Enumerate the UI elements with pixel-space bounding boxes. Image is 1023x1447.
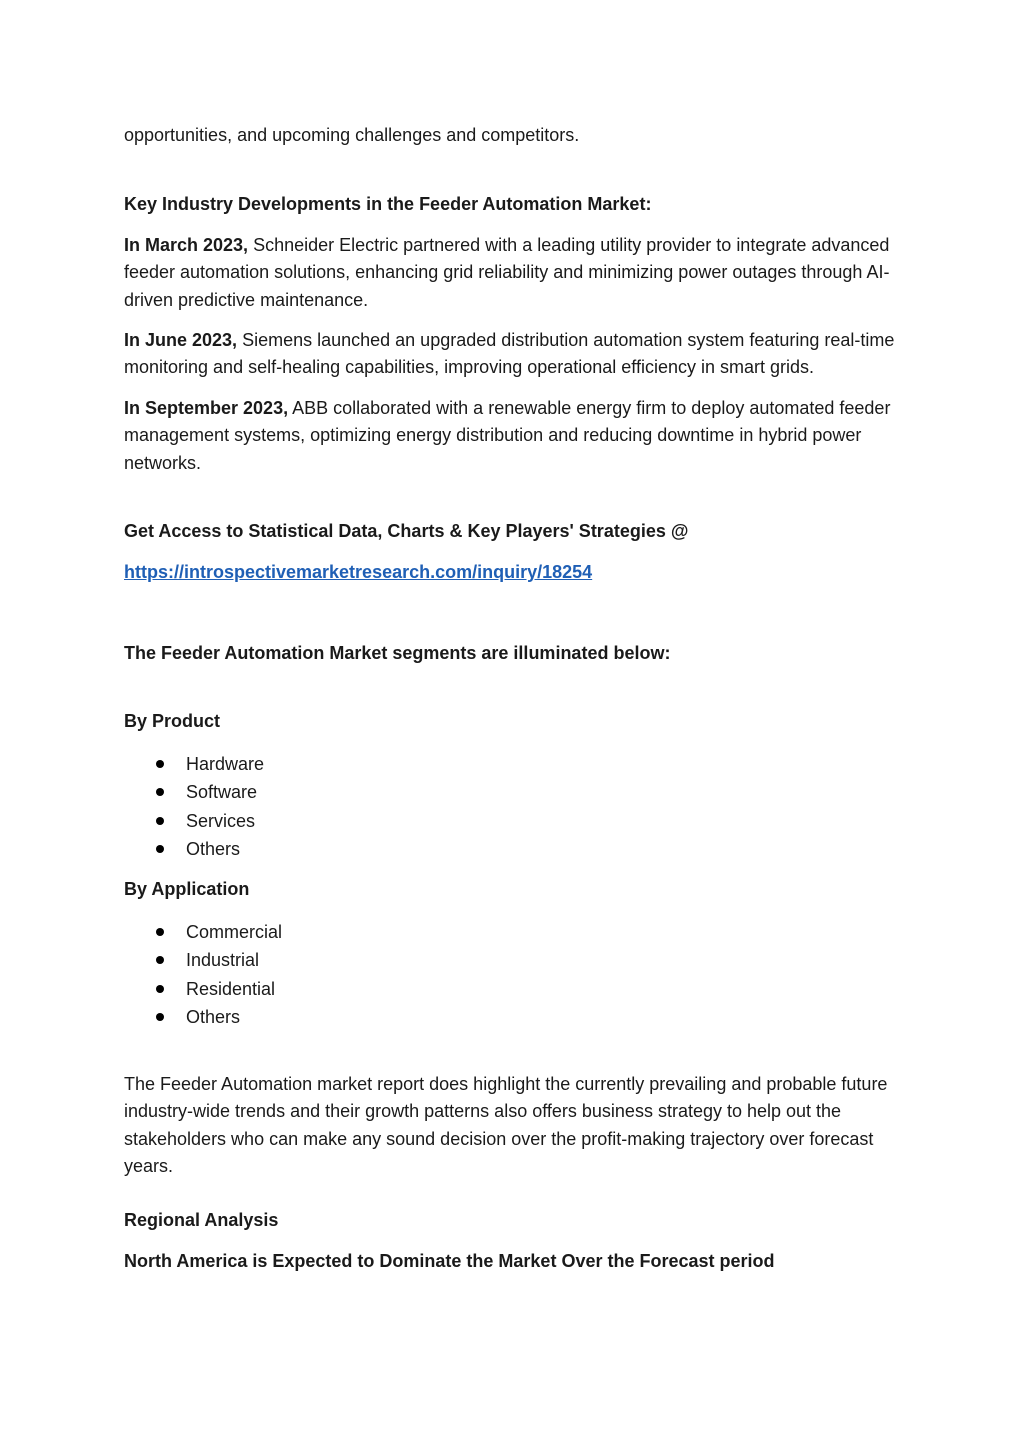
- list-item: [124, 778, 264, 806]
- list-item-label: Industrial: [186, 950, 260, 971]
- list-item: [124, 835, 264, 863]
- bullet-icon: [156, 985, 164, 993]
- intro-tail-text: opportunities, and upcoming challenges and competitors.: [124, 125, 580, 145]
- list-item-label: Hardware: [186, 754, 265, 774]
- by-application-heading: By Application: [124, 879, 250, 899]
- bullet-icon: [156, 956, 164, 964]
- list-item: [124, 918, 282, 946]
- by-product-heading: By Product: [124, 711, 221, 731]
- list-item-label: Residential: [186, 978, 276, 999]
- list-item-label: Services: [186, 810, 256, 831]
- development-date: In September 2023,: [124, 398, 289, 418]
- bullet-icon: [156, 817, 164, 825]
- bullet-icon: [156, 845, 164, 853]
- list-item: [124, 946, 282, 974]
- development-june-2023: [124, 327, 909, 382]
- development-text: Siemens launched an upgraded distribution automation system featuring real-time monitoring and self-healing capabilities, improving operational efficiency in smart grids.: [124, 330, 895, 378]
- by-product-list: [124, 750, 264, 863]
- list-item: [124, 1003, 282, 1031]
- by-application-list: [124, 918, 282, 1031]
- list-item: [124, 750, 264, 778]
- access-heading: Get Access to Statistical Data, Charts & Key Players' Strategies @: [124, 521, 689, 541]
- development-date: In June 2023,: [124, 330, 238, 350]
- development-date: In March 2023,: [124, 235, 249, 255]
- development-march-2023: [124, 232, 909, 314]
- list-item-label: Others: [186, 838, 241, 859]
- list-item-label: Software: [186, 782, 258, 803]
- developments-heading: Key Industry Developments in the Feeder Automation Market:: [124, 194, 652, 214]
- inquiry-link[interactable]: https://introspectivemarketresearch.com/inquiry/18254: [124, 562, 593, 582]
- bullet-icon: [156, 760, 164, 768]
- list-item-label: Others: [186, 1006, 241, 1027]
- list-item: [124, 975, 282, 1003]
- bullet-icon: [156, 928, 164, 936]
- report-paragraph: The Feeder Automation market report does highlight the currently prevailing and probable future industry-wide trends and their growth patterns also offers business strategy to help out the stakeholders who can make any sound decision over the profit-making trajectory over forecast years.: [124, 1074, 888, 1176]
- list-item: [124, 807, 264, 835]
- bullet-icon: [156, 788, 164, 796]
- bullet-icon: [156, 1013, 164, 1021]
- segments-heading: The Feeder Automation Market segments are illuminated below:: [124, 643, 671, 663]
- development-text: Schneider Electric partnered with a leading utility provider to integrate advanced feeder automation solutions, enhancing grid reliability and minimizing power outages through AI-driven predictive maintenance.: [124, 235, 890, 310]
- regional-subheading: North America is Expected to Dominate the Market Over the Forecast period: [124, 1251, 775, 1271]
- development-text: ABB collaborated with a renewable energy firm to deploy automated feeder management systems, optimizing energy distribution and reducing downtime in hybrid power networks.: [124, 398, 891, 473]
- development-september-2023: [124, 395, 909, 477]
- regional-heading: Regional Analysis: [124, 1210, 279, 1230]
- list-item-label: Commercial: [186, 922, 283, 942]
